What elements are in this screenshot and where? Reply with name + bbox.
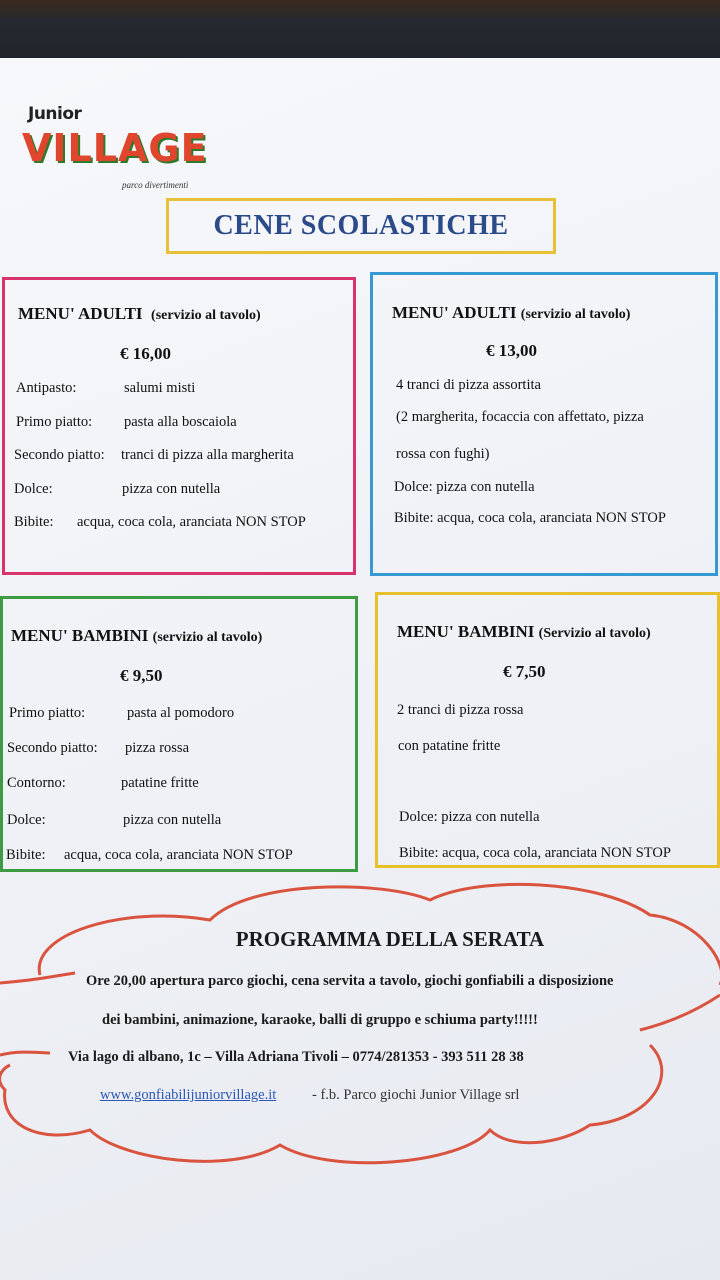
menu-heading [392, 303, 630, 323]
menu-heading-text: MENU' BAMBINI [397, 622, 535, 641]
program-line-1: Ore 20,00 apertura parco giochi, cena servita a tavolo, giochi gonfiabili a disposizione [86, 973, 614, 989]
line-value: tranci di pizza alla margherita [121, 447, 294, 463]
line-label: Secondo piatto: [7, 740, 98, 756]
menu-heading [11, 626, 262, 646]
menu-card-adults-16 [2, 277, 356, 575]
website-link[interactable]: www.gonfiabilijuniorvillage.it [100, 1087, 277, 1103]
menu-line [7, 740, 189, 757]
menu-line: 4 tranci di pizza assortita [396, 377, 541, 393]
menu-line: Bibite: acqua, coca cola, aranciata NON STOP [399, 845, 671, 861]
program-line-2: dei bambini, animazione, karaoke, balli di gruppo e schiuma party!!!!! [102, 1012, 538, 1028]
line-label: Primo piatto: [16, 414, 93, 430]
menu-heading-text: MENU' BAMBINI [11, 626, 149, 645]
line-label: Bibite: [14, 514, 54, 530]
menu-heading [397, 622, 651, 642]
menu-card-kids-750 [375, 592, 720, 868]
menu-heading-text: MENU' ADULTI [392, 303, 517, 322]
menu-line: con patatine fritte [398, 738, 501, 754]
line-label: Bibite: [6, 847, 46, 863]
menu-price: € 13,00 [486, 341, 537, 360]
menu-heading-text: MENU' ADULTI [18, 304, 143, 323]
line-value: pasta alla boscaiola [124, 414, 237, 430]
line-label: Primo piatto: [9, 705, 86, 721]
line-value: patatine fritte [121, 775, 199, 791]
line-value: pizza rossa [125, 740, 190, 756]
logo-tagline: parco divertimenti [122, 180, 189, 190]
menu-price: € 16,00 [120, 344, 171, 363]
menu-line: rossa con fughi) [396, 446, 490, 462]
junior-village-logo [22, 100, 222, 196]
program-address: Via lago di albano, 1c – Villa Adriana Tivoli – 0774/281353 - 393 511 28 38 [68, 1049, 524, 1065]
line-label: Dolce: [7, 812, 46, 828]
menu-line: 2 tranci di pizza rossa [397, 702, 524, 718]
line-value: acqua, coca cola, aranciata NON STOP [64, 847, 293, 863]
menu-price: € 9,50 [120, 666, 163, 685]
line-label: Dolce: [14, 481, 53, 497]
line-value: pizza con nutella [123, 812, 222, 828]
line-value: pizza con nutella [122, 481, 221, 497]
menu-line [6, 847, 293, 864]
program-title: PROGRAMMA DELLA SERATA [235, 927, 545, 951]
line-value: pasta al pomodoro [127, 705, 235, 721]
menu-line [16, 380, 195, 397]
page-title: CENE SCOLASTICHE [213, 210, 509, 241]
menu-card-kids-950 [0, 596, 358, 872]
line-label: Contorno: [7, 775, 66, 791]
menu-service: (servizio al tavolo) [152, 630, 263, 645]
menu-line [7, 812, 221, 829]
line-label: Antipasto: [16, 380, 77, 396]
menu-line [14, 481, 220, 498]
menu-price: € 7,50 [503, 662, 546, 681]
menu-card-adults-13 [370, 272, 718, 576]
line-label: Secondo piatto: [14, 447, 105, 463]
menu-service: (servizio al tavolo) [151, 308, 261, 323]
line-value: acqua, coca cola, aranciata NON STOP [77, 514, 306, 530]
menu-line [16, 414, 237, 431]
menu-heading [18, 304, 261, 324]
menu-line [14, 514, 306, 531]
menu-line: Dolce: pizza con nutella [399, 809, 540, 825]
line-value: salumi misti [124, 380, 196, 396]
facebook-text: - f.b. Parco giochi Junior Village srl [312, 1087, 520, 1103]
logo-junior-text: Junior [28, 104, 82, 124]
menu-line [9, 705, 234, 722]
menu-service: (Servizio al tavolo) [538, 626, 651, 641]
menu-line: Bibite: acqua, coca cola, aranciata NON STOP [394, 510, 666, 526]
menu-line [14, 447, 294, 464]
menu-line [7, 775, 199, 792]
menu-service: (servizio al tavolo) [520, 307, 631, 322]
menu-line: (2 margherita, focaccia con affettato, pizza [396, 409, 644, 425]
title-box [166, 198, 556, 254]
menu-line: Dolce: pizza con nutella [394, 479, 535, 495]
logo-village-text: VILLAGE [22, 126, 208, 170]
